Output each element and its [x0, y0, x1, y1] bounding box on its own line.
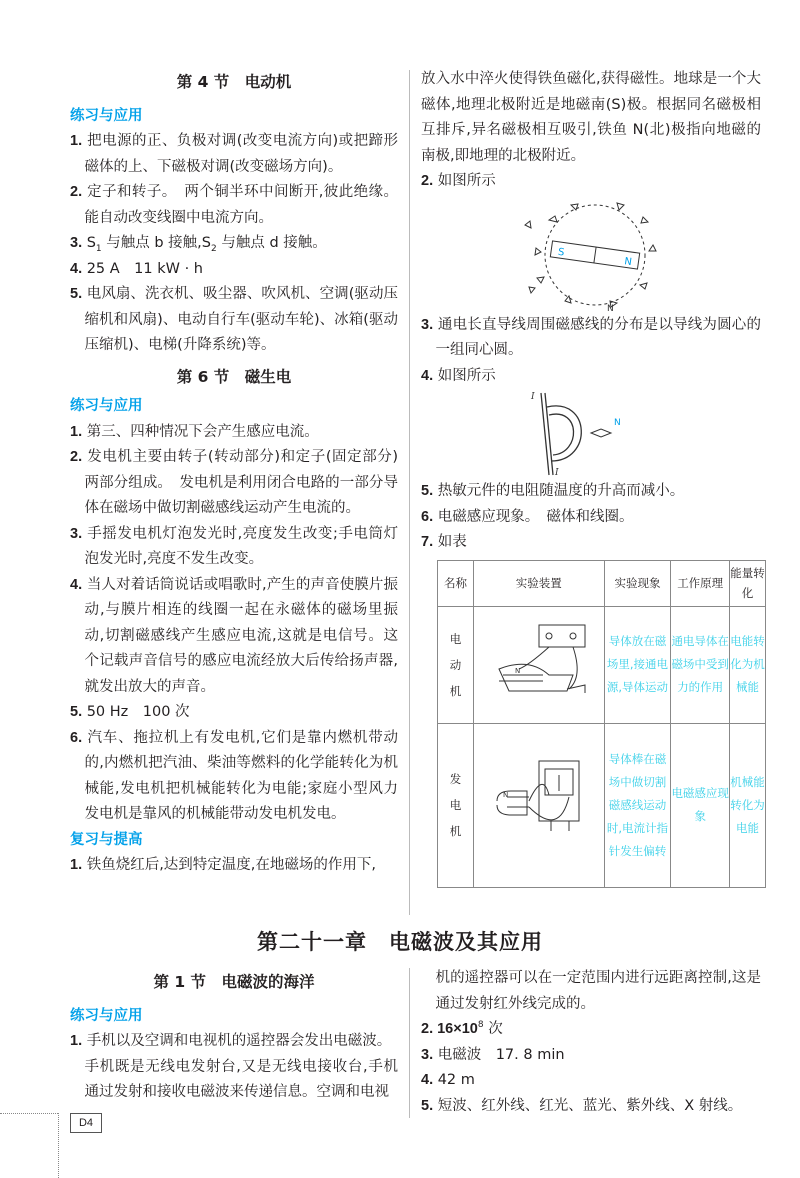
- list-item: 5. 电风扇、洗衣机、吸尘器、吹风机、空调(驱动压缩机和风扇)、电动自行车(驱动车轮)、冰箱(驱动压缩机)、电梯(升降系统)等。: [70, 286, 399, 353]
- section-title: 第 4 节 电动机: [176, 73, 292, 91]
- list-item: 1. 第三、四种情况下会产生感应电流。: [70, 423, 319, 440]
- bar-magnet-field-figure: [421, 195, 761, 313]
- list-item: 4. 25 A 11 kW · h: [70, 260, 203, 277]
- table-row: [438, 723, 766, 887]
- page-number: D4: [70, 1113, 102, 1133]
- principle-cell: 电磁感应现象: [671, 723, 730, 887]
- column-divider-bottom: [409, 968, 410, 1118]
- chapter-title: 第二十一章 电磁波及其应用: [257, 930, 543, 954]
- table-row: [438, 606, 766, 723]
- section-subtitle: 练习与应用: [70, 398, 143, 414]
- bar-magnet: [550, 240, 639, 268]
- motor-n-label: N: [514, 666, 521, 675]
- magnet-n-label: N: [623, 255, 633, 268]
- current-bottom-label: I: [555, 468, 559, 478]
- paragraph: 放入水中淬火使得铁鱼磁化,获得磁性。地球是一个大磁体,地理北极附近是地磁南(S)极。根据同名磁极相互排斥,异名磁极相互吸引,铁鱼 N(北)极指向地磁的南极,即地理的北极附近。: [421, 71, 761, 164]
- list-item: 1. 把电源的正、负极对调(改变电流方向)或把蹄形磁体的上、下磁极对调(改变磁场方向)。: [70, 133, 399, 175]
- list-item: 2. 发电机主要由转子(转动部分)和定子(固定部分)两部分组成。 发电机是利用闭合电路的一部分导体在磁场中做切割磁感线运动产生电流的。: [70, 449, 398, 516]
- coil: [541, 393, 581, 475]
- footer-dotted-rule: [58, 1113, 59, 1178]
- list-item: 3. $S_1$ 与触点 b 接触$,S_2$ 与触点 d 接触。: [70, 235, 327, 254]
- list-item: 6. 汽车、拖拉机上有发电机,它们是靠内燃机带动的,内燃机把汽油、柴油等燃料的化学能转化为机械能,发电机把机械能转化为电能;家庭小型风力发电机是靠风的机械能带动发电机发电。: [70, 729, 399, 822]
- list-item: 3. 电磁波 17. 8 min: [421, 1046, 565, 1063]
- list-item: 1. 手机以及空调和电视机的遥控器会发出电磁波。: [70, 1033, 392, 1049]
- list-item: 5. 50 Hz 100 次: [70, 704, 190, 720]
- paragraph: 手机既是无线电发射台,又是无线电接收台,手机通过发射和接收电磁波来传递信息。空调和电视: [84, 1058, 398, 1100]
- needle-n-label: N: [614, 418, 621, 428]
- phenomenon-cell: 导体放在磁场里,接通电源,导体运动: [604, 606, 671, 723]
- section-subtitle: 练习与应用: [70, 1007, 143, 1024]
- list-item: 2. 定子和转子。 两个铜半环中间断开,彼此绝缘。能自动改变线圈中电流方向。: [70, 184, 399, 226]
- table-header: 能量转化: [729, 560, 765, 606]
- footer-dotted-rule: [0, 1113, 58, 1114]
- table-header: 名称: [438, 560, 474, 606]
- principle-cell: 通电导体在磁场中受到力的作用: [671, 606, 730, 723]
- list-item: 3. 通电长直导线周围磁感线的分布是以导线为圆心的一组同心圆。: [421, 316, 762, 358]
- section-subtitle: 练习与应用: [70, 107, 143, 124]
- right-column-top: [421, 67, 765, 888]
- generator-apparatus-figure: [473, 723, 604, 887]
- table-header: 工作原理: [671, 560, 730, 606]
- section-title: 第 1 节 电磁波的海洋: [153, 973, 315, 991]
- experiment-table: [437, 560, 766, 888]
- current-top-label: I: [531, 392, 535, 402]
- list-item: 7. 如表: [421, 534, 467, 550]
- left-column-top: [70, 70, 398, 879]
- column-divider-top: [409, 70, 410, 915]
- table-header: 实验装置: [473, 560, 604, 606]
- coil-current-figure: [421, 389, 761, 479]
- magnet-s-label: S: [557, 246, 566, 259]
- section-subtitle: 复习与提高: [70, 831, 143, 848]
- list-item: 4. 当人对着话筒说话或唱歌时,产生的声音使膜片振动,与膜片相连的线圈一起在永磁体的磁场里振动,切割磁感线产生感应电流,这就是电信号。这个记载声音信号的感应电流经放大后传给扬声器,就发出放大的声音。: [70, 576, 399, 695]
- row-name: 电动机: [438, 606, 474, 723]
- energy-cell: 机械能转化为电能: [729, 723, 765, 887]
- generator-n-label: N: [502, 791, 509, 799]
- list-item: 4. 42 m: [421, 1072, 475, 1088]
- right-column-bottom: [421, 966, 761, 1119]
- list-item: 3. 手摇发电机灯泡发光时,亮度发生改变;手电筒灯泡发光时,亮度不发生改变。: [70, 525, 399, 567]
- list-item: 1. 铁鱼烧红后,达到特定温度,在地磁场的作用下,: [70, 857, 377, 873]
- left-column-bottom: [70, 970, 398, 1106]
- energy-cell: 电能转化为机械能: [729, 606, 765, 723]
- paragraph: 机的遥控器可以在一定范围内进行远距离控制,这是通过发射红外线完成的。: [435, 970, 761, 1012]
- list-item: 2. $16\times 10^8$ 次: [421, 1020, 503, 1037]
- list-item: 5. 热敏元件的电阻随温度的升高而减小。: [421, 483, 685, 499]
- table-header: 实验现象: [604, 560, 671, 606]
- phenomenon-cell: 导体棒在磁场中做切割磁感线运动时,电流计指针发生偏转: [604, 723, 671, 887]
- list-item: 4. 如图所示: [421, 367, 496, 384]
- list-item: 6. 电磁感应现象。 磁体和线圈。: [421, 508, 634, 525]
- motor-apparatus-figure: [473, 606, 604, 723]
- compass-n-label: N: [607, 303, 614, 313]
- list-item: 5. 短波、红外线、红光、蓝光、紫外线、X 射线。: [421, 1097, 743, 1114]
- list-item: 2. 如图所示: [421, 173, 496, 189]
- compass-needle: [591, 429, 611, 437]
- row-name: 发电机: [438, 723, 474, 887]
- section-title: 第 6 节 磁生电: [176, 367, 292, 386]
